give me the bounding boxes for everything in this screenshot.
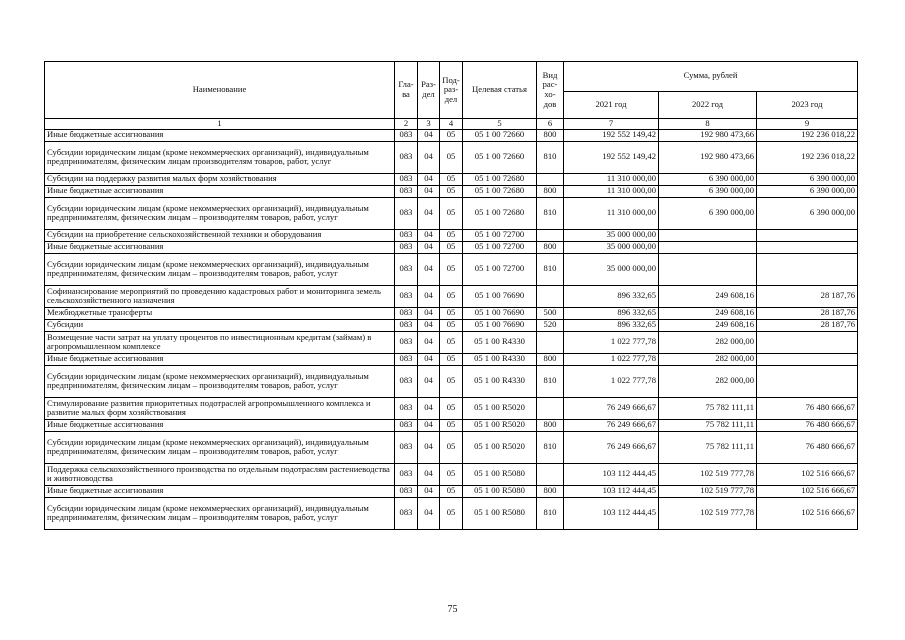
row-glava: 083: [395, 307, 418, 319]
column-number: 3: [418, 119, 440, 130]
row-target: 05 1 00 76690: [463, 307, 537, 319]
budget-table: [44, 61, 858, 530]
row-amount-2022: 282 000,00: [659, 331, 757, 353]
row-vid: [537, 397, 564, 419]
row-amount-2021: 896 332,65: [564, 307, 659, 319]
row-vid: 800: [537, 419, 564, 431]
row-amount-2022: 249 608,16: [659, 319, 757, 331]
row-amount-2023: 102 516 666,67: [757, 485, 858, 497]
row-amount-2023: [757, 229, 858, 241]
row-amount-2023: 28 187,76: [757, 285, 858, 307]
header-2022: 2022 год: [659, 91, 757, 118]
row-amount-2023: [757, 365, 858, 397]
row-name: Иные бюджетные ассигнования: [45, 241, 395, 253]
row-glava: 083: [395, 241, 418, 253]
row-vid: 810: [537, 197, 564, 229]
row-amount-2022: 282 000,00: [659, 365, 757, 397]
table-row: [45, 365, 858, 397]
row-amount-2022: 192 980 473,66: [659, 129, 757, 141]
row-vid: 800: [537, 353, 564, 365]
row-razdel: 04: [418, 253, 440, 285]
row-amount-2021: 1 022 777,78: [564, 331, 659, 353]
table-row: [45, 129, 858, 141]
table-row: [45, 307, 858, 319]
row-glava: 083: [395, 285, 418, 307]
row-amount-2023: 102 516 666,67: [757, 497, 858, 529]
row-podrazdel: 05: [440, 419, 463, 431]
row-amount-2021: 11 310 000,00: [564, 173, 659, 185]
row-vid: 500: [537, 307, 564, 319]
row-razdel: 04: [418, 497, 440, 529]
column-number: 6: [537, 119, 564, 130]
row-target: 05 1 00 72700: [463, 229, 537, 241]
row-amount-2023: 192 236 018,22: [757, 129, 858, 141]
table-row: [45, 285, 858, 307]
row-glava: 083: [395, 463, 418, 485]
header-vid: Вид рас-хо-дов: [537, 62, 564, 119]
row-podrazdel: 05: [440, 253, 463, 285]
header-name: Наименование: [45, 62, 395, 119]
row-name: Субсидии юридическим лицам (кроме некоммерческих организаций), индивидуальным предпринимателям, физическим лицам – производителям товаров, работ, услуг: [45, 365, 395, 397]
row-amount-2023: 6 390 000,00: [757, 185, 858, 197]
row-razdel: 04: [418, 129, 440, 141]
row-target: 05 1 00 R5020: [463, 419, 537, 431]
row-target: 05 1 00 R5020: [463, 397, 537, 419]
row-amount-2023: 6 390 000,00: [757, 197, 858, 229]
row-vid: 800: [537, 485, 564, 497]
row-amount-2022: [659, 241, 757, 253]
row-amount-2021: 76 249 666,67: [564, 419, 659, 431]
row-name: Субсидии юридическим лицам (кроме некоммерческих организаций), индивидуальным предпринимателям, физическим лицам производителям товаров, работ, услуг: [45, 141, 395, 173]
row-vid: 810: [537, 253, 564, 285]
row-vid: 800: [537, 129, 564, 141]
page-number: 75: [447, 604, 458, 615]
row-razdel: 04: [418, 285, 440, 307]
row-podrazdel: 05: [440, 397, 463, 419]
row-name: Иные бюджетные ассигнования: [45, 353, 395, 365]
row-target: 05 1 00 72680: [463, 173, 537, 185]
row-razdel: 04: [418, 419, 440, 431]
row-podrazdel: 05: [440, 173, 463, 185]
table-row: [45, 253, 858, 285]
row-razdel: 04: [418, 353, 440, 365]
column-number: 4: [440, 119, 463, 130]
row-vid: [537, 285, 564, 307]
row-podrazdel: 05: [440, 129, 463, 141]
row-amount-2022: [659, 253, 757, 285]
row-target: 05 1 00 72700: [463, 253, 537, 285]
row-name: Субсидии на поддержку развития малых форм хозяйствования: [45, 173, 395, 185]
header-podrazdel: Под-раз-дел: [440, 62, 463, 119]
row-podrazdel: 05: [440, 497, 463, 529]
row-amount-2023: [757, 353, 858, 365]
row-name: Иные бюджетные ассигнования: [45, 419, 395, 431]
row-amount-2023: 6 390 000,00: [757, 173, 858, 185]
row-podrazdel: 05: [440, 365, 463, 397]
row-amount-2023: 28 187,76: [757, 319, 858, 331]
row-podrazdel: 05: [440, 285, 463, 307]
table-row: [45, 173, 858, 185]
row-amount-2023: [757, 241, 858, 253]
header-razdel: Раз-дел: [418, 62, 440, 119]
row-amount-2023: [757, 331, 858, 353]
row-glava: 083: [395, 353, 418, 365]
row-target: 05 1 00 R5080: [463, 463, 537, 485]
row-podrazdel: 05: [440, 185, 463, 197]
row-amount-2021: 103 112 444,45: [564, 463, 659, 485]
row-glava: 083: [395, 229, 418, 241]
row-amount-2022: 75 782 111,11: [659, 431, 757, 463]
row-amount-2021: 35 000 000,00: [564, 253, 659, 285]
header-2021: 2021 год: [564, 91, 659, 118]
row-amount-2021: 103 112 444,45: [564, 497, 659, 529]
row-amount-2022: 192 980 473,66: [659, 141, 757, 173]
row-razdel: 04: [418, 197, 440, 229]
row-glava: 083: [395, 173, 418, 185]
row-podrazdel: 05: [440, 197, 463, 229]
row-amount-2022: 102 519 777,78: [659, 485, 757, 497]
row-glava: 083: [395, 129, 418, 141]
row-glava: 083: [395, 497, 418, 529]
row-name: Возмещение части затрат на уплату процентов по инвестиционным кредитам (займам) в агропромышленном комплексе: [45, 331, 395, 353]
column-number: 9: [757, 119, 858, 130]
header-target: Целевая статья: [463, 62, 537, 119]
row-target: 05 1 00 R4330: [463, 353, 537, 365]
row-podrazdel: 05: [440, 353, 463, 365]
row-amount-2023: 28 187,76: [757, 307, 858, 319]
table-row: [45, 197, 858, 229]
row-name: Субсидии на приобретение сельскохозяйственной техники и оборудования: [45, 229, 395, 241]
row-podrazdel: 05: [440, 141, 463, 173]
row-amount-2021: 103 112 444,45: [564, 485, 659, 497]
row-amount-2022: 6 390 000,00: [659, 185, 757, 197]
row-podrazdel: 05: [440, 485, 463, 497]
row-amount-2021: 1 022 777,78: [564, 353, 659, 365]
row-amount-2022: 75 782 111,11: [659, 419, 757, 431]
row-name: Стимулирование развития приоритетных подотраслей агропромышленного комплекса и развитие малых форм хозяйствования: [45, 397, 395, 419]
row-razdel: 04: [418, 319, 440, 331]
row-razdel: 04: [418, 141, 440, 173]
row-vid: [537, 229, 564, 241]
row-target: 05 1 00 72700: [463, 241, 537, 253]
row-name: Софинансирование мероприятий по проведению кадастровых работ и мониторинга земель сельскохозяйственного назначения: [45, 285, 395, 307]
row-amount-2023: 102 516 666,67: [757, 463, 858, 485]
table-row: [45, 229, 858, 241]
row-target: 05 1 00 76690: [463, 319, 537, 331]
table-row: [45, 331, 858, 353]
table-row: [45, 497, 858, 529]
row-glava: 083: [395, 331, 418, 353]
table-row: [45, 463, 858, 485]
row-vid: 800: [537, 185, 564, 197]
row-razdel: 04: [418, 173, 440, 185]
row-target: 05 1 00 72660: [463, 129, 537, 141]
row-amount-2022: 6 390 000,00: [659, 173, 757, 185]
row-glava: 083: [395, 185, 418, 197]
row-glava: 083: [395, 197, 418, 229]
row-name: Субсидии: [45, 319, 395, 331]
row-name: Субсидии юридическим лицам (кроме некоммерческих организаций), индивидуальным предпринимателям, физическим лицам – производителям товаров, работ, услуг: [45, 497, 395, 529]
row-name: Иные бюджетные ассигнования: [45, 185, 395, 197]
column-number: 2: [395, 119, 418, 130]
table-row: [45, 319, 858, 331]
row-target: 05 1 00 R5020: [463, 431, 537, 463]
row-razdel: 04: [418, 365, 440, 397]
row-podrazdel: 05: [440, 331, 463, 353]
row-name: Иные бюджетные ассигнования: [45, 485, 395, 497]
row-amount-2022: 6 390 000,00: [659, 197, 757, 229]
row-vid: 520: [537, 319, 564, 331]
row-podrazdel: 05: [440, 307, 463, 319]
column-number: 7: [564, 119, 659, 130]
table-row: [45, 431, 858, 463]
row-amount-2021: 1 022 777,78: [564, 365, 659, 397]
row-target: 05 1 00 R4330: [463, 331, 537, 353]
row-amount-2021: 35 000 000,00: [564, 229, 659, 241]
row-target: 05 1 00 R4330: [463, 365, 537, 397]
table-row: [45, 419, 858, 431]
row-podrazdel: 05: [440, 319, 463, 331]
row-target: 05 1 00 76690: [463, 285, 537, 307]
row-target: 05 1 00 R5080: [463, 497, 537, 529]
row-name: Межбюджетные трансферты: [45, 307, 395, 319]
row-amount-2021: 35 000 000,00: [564, 241, 659, 253]
row-amount-2022: 249 608,16: [659, 285, 757, 307]
row-glava: 083: [395, 365, 418, 397]
row-glava: 083: [395, 431, 418, 463]
header-glava: Гла-ва: [395, 62, 418, 119]
table-row: [45, 185, 858, 197]
row-target: 05 1 00 R5080: [463, 485, 537, 497]
row-amount-2021: 896 332,65: [564, 319, 659, 331]
row-amount-2023: [757, 253, 858, 285]
row-amount-2022: 102 519 777,78: [659, 463, 757, 485]
table-row: [45, 141, 858, 173]
row-amount-2021: 896 332,65: [564, 285, 659, 307]
row-glava: 083: [395, 397, 418, 419]
table-row: [45, 485, 858, 497]
row-amount-2021: 192 552 149,42: [564, 129, 659, 141]
row-razdel: 04: [418, 229, 440, 241]
row-amount-2021: 76 249 666,67: [564, 397, 659, 419]
row-amount-2021: 11 310 000,00: [564, 197, 659, 229]
row-name: Субсидии юридическим лицам (кроме некоммерческих организаций), индивидуальным предпринимателям, физическим лицам – производителям товаров, работ, услуг: [45, 197, 395, 229]
row-razdel: 04: [418, 463, 440, 485]
row-target: 05 1 00 72660: [463, 141, 537, 173]
column-number-row: [45, 119, 858, 130]
row-amount-2023: 76 480 666,67: [757, 431, 858, 463]
row-vid: 810: [537, 141, 564, 173]
row-amount-2022: 102 519 777,78: [659, 497, 757, 529]
row-name: Субсидии юридическим лицам (кроме некоммерческих организаций), индивидуальным предпринимателям, физическим лицам – производителям товаров, работ, услуг: [45, 253, 395, 285]
row-target: 05 1 00 72680: [463, 185, 537, 197]
row-razdel: 04: [418, 331, 440, 353]
row-razdel: 04: [418, 307, 440, 319]
row-razdel: 04: [418, 241, 440, 253]
row-razdel: 04: [418, 185, 440, 197]
row-amount-2021: 76 249 666,67: [564, 431, 659, 463]
row-amount-2022: [659, 229, 757, 241]
row-vid: [537, 463, 564, 485]
row-name: Поддержка сельскохозяйственного производства по отдельным подотраслям растениеводства и животноводства: [45, 463, 395, 485]
row-podrazdel: 05: [440, 241, 463, 253]
row-vid: [537, 331, 564, 353]
row-vid: [537, 173, 564, 185]
row-amount-2023: 192 236 018,22: [757, 141, 858, 173]
row-vid: 800: [537, 241, 564, 253]
row-razdel: 04: [418, 397, 440, 419]
row-amount-2022: 249 608,16: [659, 307, 757, 319]
row-glava: 083: [395, 253, 418, 285]
row-podrazdel: 05: [440, 431, 463, 463]
row-name: Иные бюджетные ассигнования: [45, 129, 395, 141]
table-body: [45, 129, 858, 529]
row-glava: 083: [395, 141, 418, 173]
row-target: 05 1 00 72680: [463, 197, 537, 229]
row-glava: 083: [395, 485, 418, 497]
header-2023: 2023 год: [757, 91, 858, 118]
row-amount-2021: 11 310 000,00: [564, 185, 659, 197]
row-name: Субсидии юридическим лицам (кроме некоммерческих организаций), индивидуальным предпринимателям, физическим лицам – производителям товаров, работ, услуг: [45, 431, 395, 463]
row-vid: 810: [537, 365, 564, 397]
row-glava: 083: [395, 319, 418, 331]
row-vid: 810: [537, 497, 564, 529]
row-vid: 810: [537, 431, 564, 463]
row-razdel: 04: [418, 485, 440, 497]
table-row: [45, 397, 858, 419]
column-number: 1: [45, 119, 395, 130]
row-razdel: 04: [418, 431, 440, 463]
row-amount-2023: 76 480 666,67: [757, 397, 858, 419]
column-number: 8: [659, 119, 757, 130]
row-glava: 083: [395, 419, 418, 431]
header-sum: Сумма, рублей: [564, 62, 858, 92]
row-amount-2022: 75 782 111,11: [659, 397, 757, 419]
row-amount-2021: 192 552 149,42: [564, 141, 659, 173]
row-amount-2023: 76 480 666,67: [757, 419, 858, 431]
row-podrazdel: 05: [440, 229, 463, 241]
table-row: [45, 353, 858, 365]
row-podrazdel: 05: [440, 463, 463, 485]
table-row: [45, 241, 858, 253]
column-number: 5: [463, 119, 537, 130]
row-amount-2022: 282 000,00: [659, 353, 757, 365]
